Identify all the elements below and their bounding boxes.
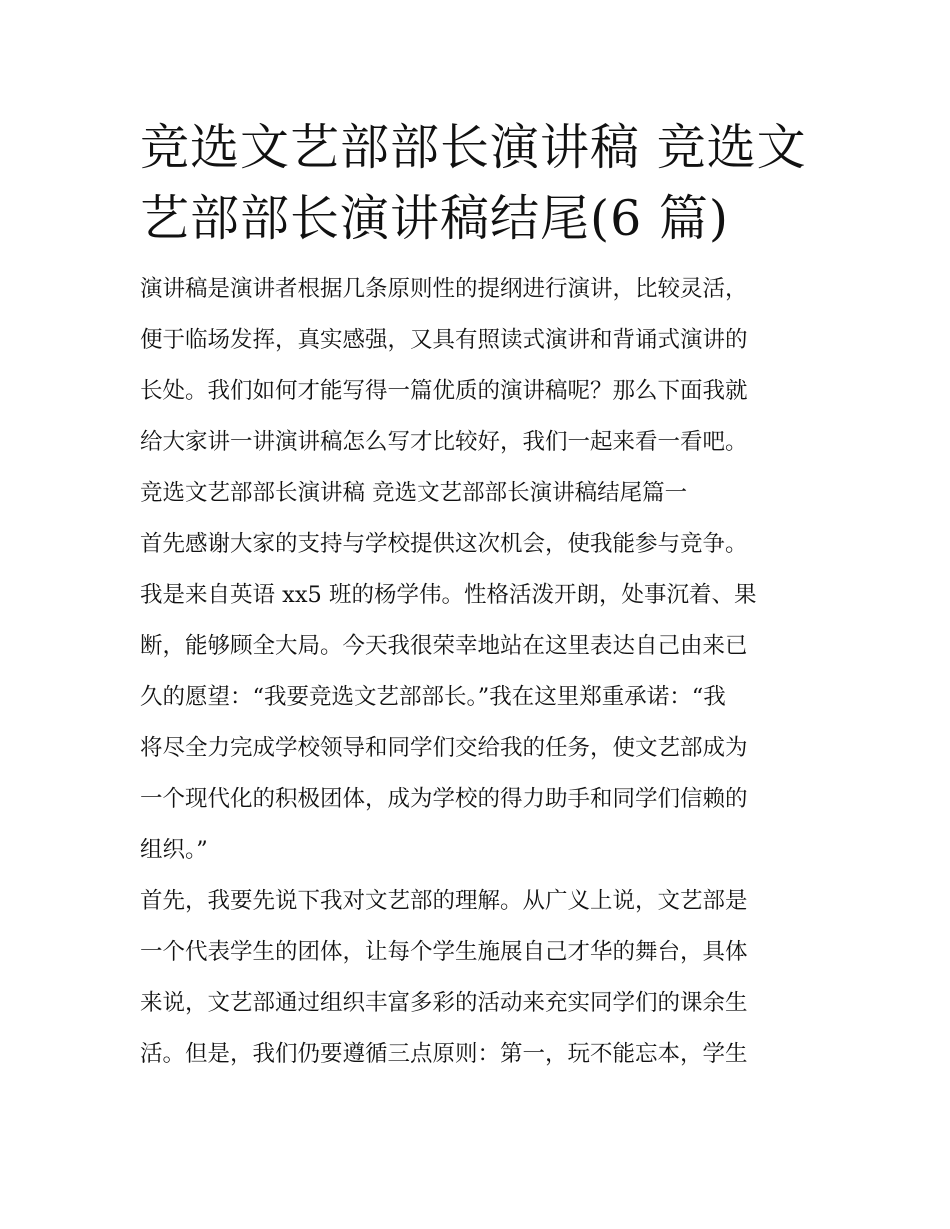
intro-line: 演讲稿是演讲者根据几条原则性的提纲进行演讲，比较灵活， — [140, 276, 748, 302]
body-line: 久的愿望：“我要竞选文艺部部长。”我在这里郑重承诺：“我 — [140, 684, 726, 710]
document-body — [140, 264, 816, 1080]
intro-line: 便于临场发挥，真实感强，又具有照读式演讲和背诵式演讲的 — [140, 327, 748, 353]
body-line: 一个现代化的积极团体，成为学校的得力助手和同学们信赖的 — [140, 786, 748, 812]
body-line: 一个代表学生的团体，让每个学生施展自己才华的舞台，具体 — [140, 939, 748, 965]
document-title — [140, 112, 816, 254]
title-line: 竞选文艺部部长演讲稿 竞选文 — [140, 119, 807, 176]
body-line: 我是来自英语 xx5 班的杨学伟。性格活泼开朗，处事沉着、果 — [140, 582, 757, 608]
document-content — [140, 112, 816, 1080]
section-heading: 竞选文艺部部长演讲稿 竞选文艺部部长演讲稿结尾篇一 — [140, 480, 688, 506]
body-line: 断，能够顾全大局。今天我很荣幸地站在这里表达自己由来已 — [140, 633, 748, 659]
body-line: 活。但是，我们仍要遵循三点原则：第一，玩不能忘本，学生 — [140, 1041, 748, 1067]
body-line: 将尽全力完成学校领导和同学们交给我的任务，使文艺部成为 — [140, 735, 748, 761]
body-line: 来说，文艺部通过组织丰富多彩的活动来充实同学们的课余生 — [140, 990, 748, 1016]
body-line: 组织。” — [140, 837, 208, 863]
intro-line: 长处。我们如何才能写得一篇优质的演讲稿呢？那么下面我就 — [140, 378, 748, 404]
title-line: 艺部部长演讲稿结尾(6 篇) — [140, 190, 729, 247]
body-line: 首先感谢大家的支持与学校提供这次机会，使我能参与竞争。 — [140, 531, 748, 557]
body-line: 首先，我要先说下我对文艺部的理解。从广义上说，文艺部是 — [140, 888, 748, 914]
intro-line: 给大家讲一讲演讲稿怎么写才比较好，我们一起来看一看吧。 — [140, 429, 748, 455]
